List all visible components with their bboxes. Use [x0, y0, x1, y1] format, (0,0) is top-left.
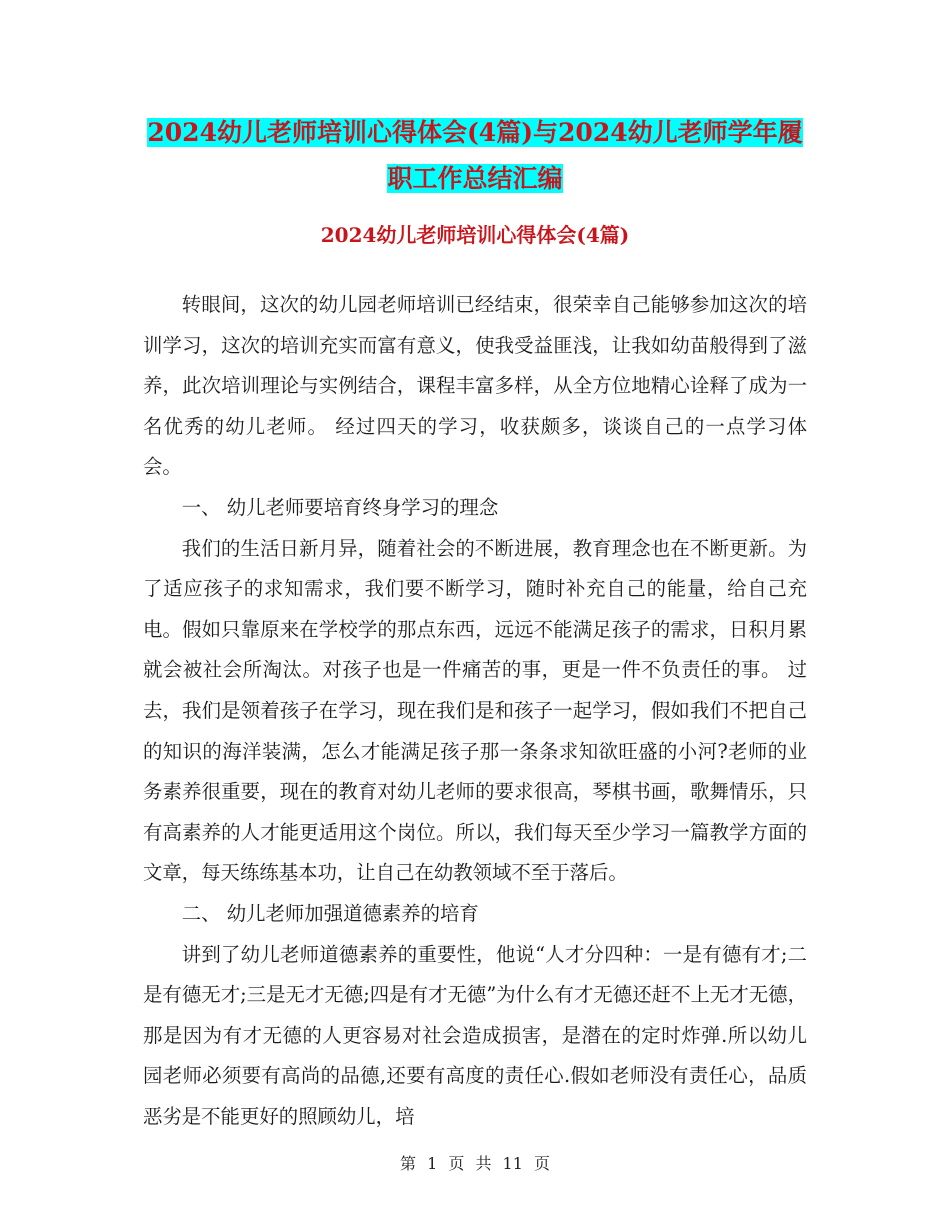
- section-title: 2024幼儿老师培训心得体会(4篇): [320, 223, 630, 247]
- paragraph-intro: 转眼间，这次的幼儿园老师培训已经结束，很荣幸自己能够参加这次的培训学习，这次的培训充实而富有意义，使我受益匪浅，让我如幼苗般得到了滋养，此次培训理论与实例结合，课程丰富多样，从全方位地精心诠释了成为一名优秀的幼儿老师。 经过四天的学习，收获颇多，谈谈自己的一点学习体会。: [143, 293, 807, 479]
- paragraph-moral-quality: 讲到了幼儿老师道德素养的重要性，他说“人才分四种：一是有德有才;二是有德无才;三是无才无德;四是有才无德”为什么有才无德还赶不上无才无德，那是因为有才无德的人更容易对社会造成损害，是潜在的定时炸弹.所以幼儿园老师必须要有高尚的品德,还要有高度的责任心.假如老师没有责任心，品质恶劣是不能更好的照顾幼儿，培: [143, 942, 807, 1128]
- document-body: [143, 285, 807, 1137]
- document-title: [140, 110, 810, 202]
- heading-one: 一、 幼儿老师要培育终身学习的理念: [181, 495, 499, 519]
- paragraph-lifelong-learning: 我们的生活日新月异，随着社会的不断进展，教育理念也在不断更新。为了适应孩子的求知需求，我们要不断学习，随时补充自己的能量，给自己充电。假如只靠原来在学校学的那点东西，远远不能满足孩子的需求，日积月累就会被社会所淘汰。对孩子也是一件痛苦的事，更是一件不负责任的事。 过去，我们是领着孩子在学习，现在我们是和孩子一起学习，假如我们不把自己的知识的海洋装满，怎么才能满足孩子那一条条求知欲旺盛的小河?老师的业务素养很重要，现在的教育对幼儿老师的要求很高，琴棋书画，歌舞情乐，只有高素养的人才能更适用这个岗位。所以，我们每天至少学习一篇教学方面的文章，每天练练基本功，让自己在幼教领域不至于落后。: [143, 536, 807, 885]
- document-title-text: 2024幼儿老师培训心得体会(4篇)与2024幼儿老师学年履职工作总结汇编: [147, 118, 803, 193]
- page-footer: 第 1 页 共 11 页: [400, 1154, 550, 1173]
- heading-two: 二、 幼儿老师加强道德素养的培育: [181, 901, 479, 925]
